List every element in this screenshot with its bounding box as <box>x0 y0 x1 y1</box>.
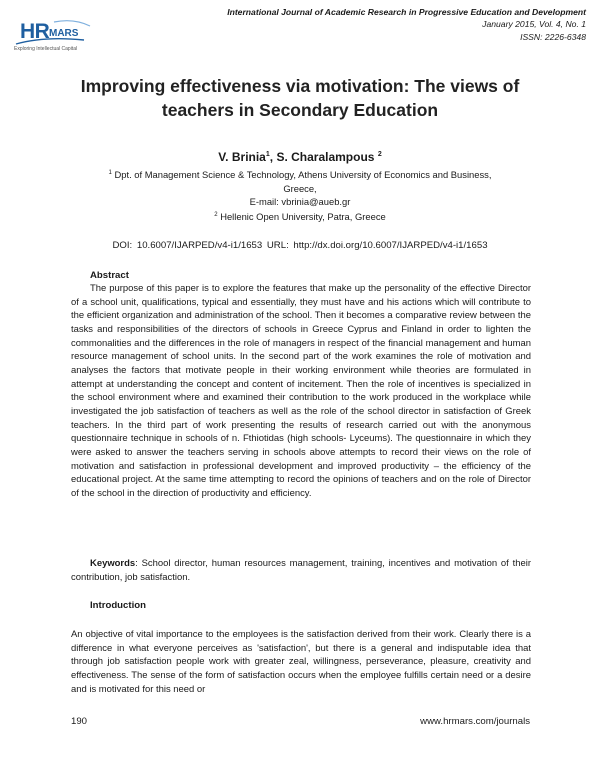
author-separator: , <box>269 150 277 164</box>
affiliations <box>105 167 495 224</box>
affiliation-2 <box>105 209 495 224</box>
logo-subtext: MARS <box>49 28 79 39</box>
doi-value: 10.6007/IJARPED/v4-i1/1653 <box>136 240 263 251</box>
publisher-logo <box>14 18 110 54</box>
author-2-sup: 2 <box>377 151 382 158</box>
journal-issue: January 2015, Vol. 4, No. 1 <box>482 19 586 30</box>
author-1: V. Brinia <box>218 150 266 164</box>
logo-tagline: Exploring Intellectual Capital <box>14 46 78 52</box>
affiliation-2-sup: 2 <box>214 211 218 218</box>
author-2: S. Charalampous <box>276 150 375 164</box>
journal-header <box>227 6 586 43</box>
journal-title: International Journal of Academic Research in Progressive Education and Development <box>227 7 586 17</box>
affiliation-1-text: Dpt. of Management Science & Technology, Athens University of Economics and Business, Greece, <box>114 169 492 194</box>
introduction-text: An objective of vital importance to the employees is the satisfaction derived from their work. Clearly there is a difference in what everyone perceives as 'satisfaction', but there is a general and indisputable idea that through job satisfaction people work with greater zeal, willingness, perseverance, pleasure, creativity and effectiveness. The sense of the form of satisfaction occurs when the employee fulfills certain need or a desire and is motivated for this need or <box>71 629 531 695</box>
url-label: URL: <box>266 240 289 251</box>
author-line <box>0 150 600 164</box>
affiliation-2-text: Hellenic Open University, Patra, Greece <box>220 211 386 223</box>
doi-line <box>0 240 600 251</box>
keywords-text: : School director, human resources management, training, incentives and motivation of their contribution, job satisfaction. <box>71 558 531 583</box>
logo-text: HR <box>20 20 50 43</box>
doi-label: DOI: <box>112 240 133 251</box>
paper-title: Improving effectiveness via motivation: The views of teachers in Secondary Education <box>80 76 520 120</box>
keywords-paragraph <box>71 557 531 584</box>
affiliation-1-sup: 1 <box>108 170 112 176</box>
footer-website-link[interactable]: www.hrmars.com/journals <box>420 716 530 727</box>
url-link[interactable]: http://dx.doi.org/10.6007/IJARPED/v4-i1/1653 <box>293 240 488 251</box>
affiliation-1 <box>105 167 495 195</box>
author-1-sup: 1 <box>265 151 270 158</box>
page-number: 190 <box>71 716 88 727</box>
abstract-text: The purpose of this paper is to explore the features that make up the personality of the effective Director of a school unit, qualifications, typical and essentially, they must have and his actions which will contribute to the efficient organization and administration of the school. Then it becomes a comparative review between the tasks and responsibilities of the directors of schools in Greece Cyprus and Finland in order to lighten the commonalities and the differences in the role of managers in respect of the financial management and human resource management of school units. In the second part of the work examines the role of motivation and analyses the factors that motivate people in their working environment while theories are formulated in attempt at understanding the concept and content of incitement. Then the role of incentives is specialized in the school environment where and examined their contribution to the work produced in the workplace while investigated the job satisfaction of teachers as well as the role of the school director in satisfaction of Greek teachers. In the third part of work presenting the results of research carried out with the anonymous questionnaire technique in schools of n. Fthiotidas (high schools- Lyceums). The questionnaire in which they were asked to answer the teachers serving in schools above attempts to record their views on the role of motivation and satisfaction in professional development and improved productivity – the efficiency of the educational project. At the same time attempting to record the opinions of teachers and on the role of Director of the school in the direction of productivity and efficiency. <box>71 283 531 499</box>
journal-issn: ISSN: 2226-6348 <box>520 31 586 42</box>
keywords-label: Keywords <box>90 558 136 569</box>
abstract-heading: Abstract <box>90 270 129 281</box>
author-email: E-mail: vbrinia@aueb.gr <box>249 196 351 208</box>
introduction-heading: Introduction <box>90 600 146 611</box>
